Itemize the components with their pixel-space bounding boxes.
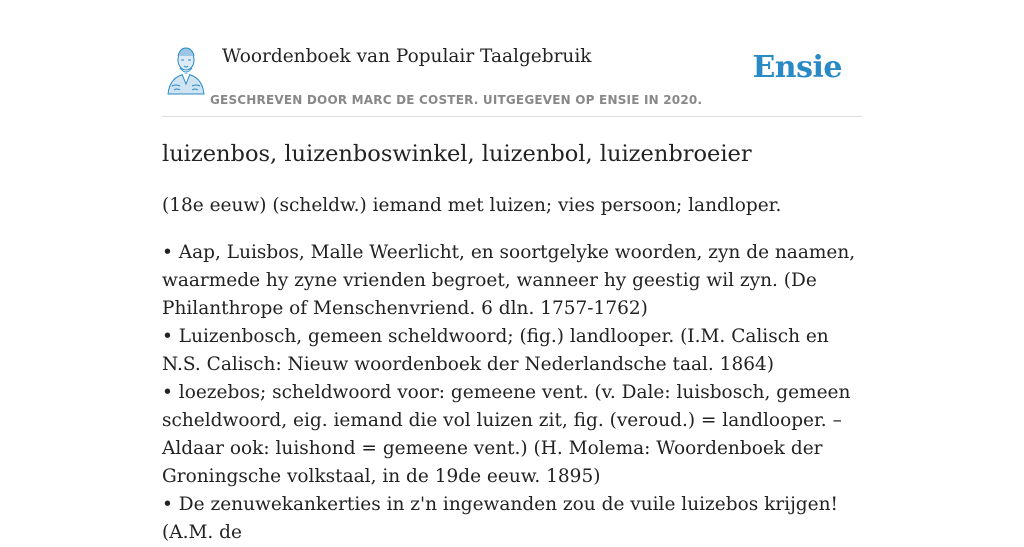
- entry-content: [162, 136, 862, 547]
- citation-list: [162, 239, 862, 547]
- citation-item: • Aap, Luisbos, Malle Weerlicht, en soortgelyke woorden, zyn de naamen, waarmede hy zyne vrienden begroet, wanneer hy geestig wil zyn. (De Philanthrope of Menschenvriend. 6 dln. 1757-1762): [162, 242, 856, 319]
- citation-item: • De zenuwekankerties in z'n ingewanden zou de vuile luizebos krijgen! (A.M. de: [162, 494, 838, 543]
- entry-definition: (18e eeuw) (scheldw.) iemand met luizen; vies persoon; landloper.: [162, 195, 782, 216]
- site-header: [162, 0, 862, 117]
- entry-title: luizenbos, luizenboswinkel, luizenbol, luizenbroeier: [162, 141, 752, 167]
- citation-item: • Luizenbosch, gemeen scheldwoord; (fig.) landlooper. (I.M. Calisch en N.S. Calisch: Nieuw woordenboek der Nederlandsche taal. 1864): [162, 326, 829, 375]
- author-byline: GESCHREVEN DOOR MARC DE COSTER. UITGEGEVEN OP ENSIE IN 2020.: [210, 93, 703, 107]
- book-title[interactable]: Woordenboek van Populair Taalgebruik: [222, 46, 592, 67]
- author-portrait-icon[interactable]: [162, 44, 210, 96]
- citation-item: • loezebos; scheldwoord voor: gemeene vent. (v. Dale: luisbosch, gemeen scheldwoord, eig. iemand die vol luizen zit, fig. (veroud.) = landlooper. – Aldaar ook: luishond = gemeene vent.) (H. Molema: Woordenboek der Groningsche volkstaal, in de 19de eeuw. 1895): [162, 382, 851, 487]
- ensie-logo-link[interactable]: Ensie: [752, 50, 842, 85]
